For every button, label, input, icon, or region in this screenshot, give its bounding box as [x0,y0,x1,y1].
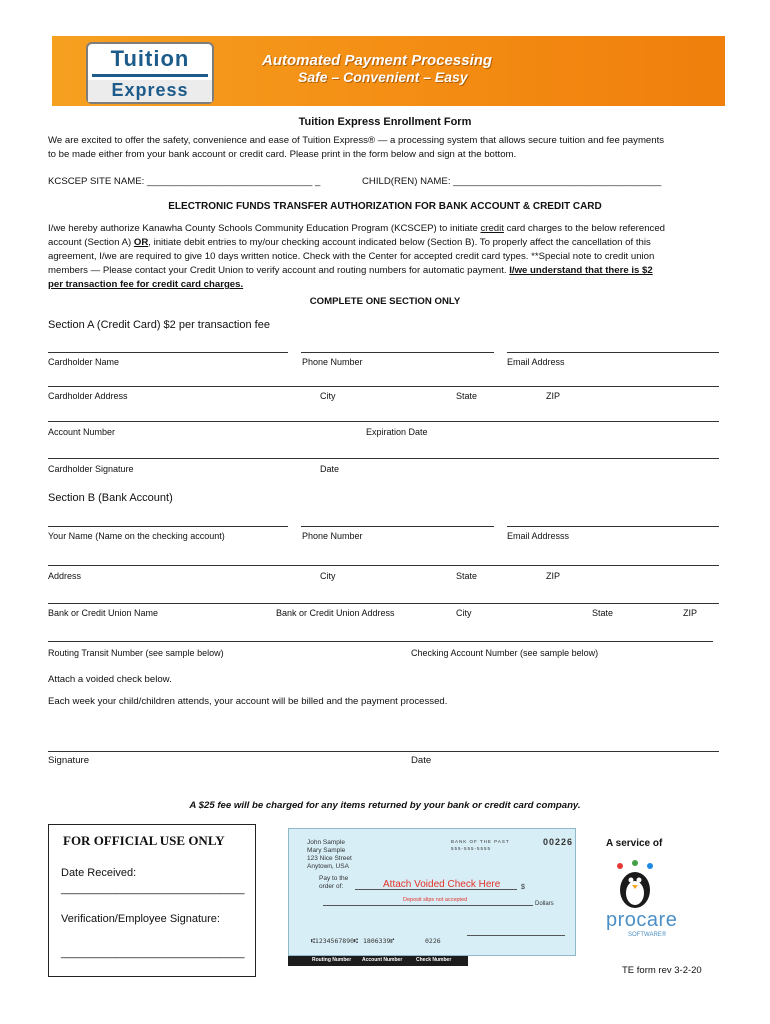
label-cardholder-name: Cardholder Name [48,357,120,367]
check-dollar-sign: $ [521,884,525,891]
auth-fee-note: I/we understand that there is $2 [509,265,653,276]
auth-line-1 [48,222,665,235]
auth-or: OR [133,237,149,248]
address-input[interactable] [48,565,719,566]
label-zip: ZIP [546,571,561,581]
check-micr-account: 1806339⑈ [363,937,395,945]
label-city: City [320,391,336,401]
label-phone: Phone Number [302,357,363,367]
label-city: City [320,571,336,581]
attach-instruction: Attach a voided check below. [48,674,172,685]
label-expiration: Expiration Date [366,427,428,437]
tuition-express-logo [86,42,214,104]
label-your-name: Your Name (Name on the checking account) [48,531,225,541]
procare-software-label: SOFTWARE® [628,932,667,938]
auth-credit: credit [480,223,504,234]
form-title: Tuition Express Enrollment Form [298,116,472,128]
logo-divider [92,74,208,77]
label-verification: Verification/Employee Signature: [61,913,220,925]
cardholder-email-input[interactable] [507,352,719,353]
check-dollars: Dollars [535,901,554,907]
section-b-title: Section B (Bank Account) [48,492,173,504]
account-number-input[interactable] [48,421,719,422]
label-cardholder-address: Cardholder Address [48,391,128,401]
label-email: Email Addresss [507,531,570,541]
auth-text: members — Please contact your Credit Union to verify account and routing numbers for automatic payment. [48,265,510,276]
label-signature: Signature [48,755,90,766]
account-holder-name-input[interactable] [48,526,288,527]
check-attach-text: Attach Voided Check Here [383,879,501,890]
intro-line-2: to be made either from your bank account or credit card. Please print in the form below and sign at the bottom. [48,149,517,160]
check-bank-name: BANK OF THE PAST [451,839,510,844]
label-date-received: Date Received: [61,867,137,879]
official-use-title: FOR OFFICIAL USE ONLY [63,833,225,848]
label-bank-zip: ZIP [683,608,698,618]
banner-tagline-2: Safe – Convenient – Easy [298,69,468,85]
bank-email-input[interactable] [507,526,719,527]
label-bank-name: Bank or Credit Union Name [48,608,159,618]
label-state: State [456,391,478,401]
banner-tagline-1: Automated Payment Processing [262,52,493,69]
section-a-title: Section A (Credit Card) $2 per transaction fee [48,319,270,331]
cardholder-address-input[interactable] [48,386,719,387]
label-phone: Phone Number [302,531,363,541]
logo-text-bottom: Express [88,80,212,102]
auth-text: card charges to the below referenced [503,223,665,234]
check-payer-name-2: Mary Sample [307,847,346,854]
check-amount-line [323,905,533,906]
label-bank-state: State [592,608,614,618]
label-account-number: Account Number [48,427,116,437]
auth-line-2 [48,236,651,249]
check-order-of: order of: [319,883,344,890]
check-number: 00226 [543,837,574,847]
check-pay-to: Pay to the [319,875,349,882]
returned-items-fee-notice: A $25 fee will be charged for any items returned by your bank or credit card company. [189,800,581,811]
label-checking: Checking Account Number (see sample below) [411,648,599,658]
label-state: State [456,571,478,581]
intro-line-1: We are excited to offer the safety, convenience and ease of Tuition Express® — a processing system that allows secure tuition and fee payments [48,135,665,146]
verification-signature-input[interactable]: ______________________________ [61,947,245,959]
cardholder-signature-input[interactable] [48,458,719,459]
billing-note: Each week your child/children attends, your account will be billed and the payment processed. [48,696,448,707]
form-revision: TE form rev 3-2-20 [622,965,702,976]
eft-title: ELECTRONIC FUNDS TRANSFER AUTHORIZATION FOR BANK ACCOUNT & CREDIT CARD [168,201,602,212]
auth-line-4 [48,264,653,277]
procare-penguin-logo [612,860,658,910]
date-received-input[interactable]: ______________________________ [61,883,245,895]
children-name-field[interactable]: CHILD(REN) NAME: _______________________________________ [362,176,662,187]
label-date: Date [411,755,432,766]
check-signature-line [467,935,565,936]
check-deposit-note: Deposit slips not accepted [403,897,468,903]
complete-one-section: COMPLETE ONE SECTION ONLY [309,296,461,307]
label-email: Email Address [507,357,565,367]
official-use-box [48,824,256,977]
check-micr-routing: ⑆1234567890⑆ [311,937,358,945]
auth-text: , initiate debit entries to my/our checking account indicated below (Section B). To properly affect the cancellation of this [148,237,651,248]
check-micr-number: 0226 [425,937,441,945]
check-payer-city: Anytown, USA [307,863,349,870]
cardholder-name-input[interactable] [48,352,288,353]
auth-line-5 [48,278,243,291]
check-bank-phone: 555-555-5555 [451,846,492,851]
label-bank-address: Bank or Credit Union Address [276,608,395,618]
auth-fee-note-end: per transaction fee for credit card charges. [48,279,244,290]
label-zip: ZIP [546,391,561,401]
label-address: Address [48,571,82,581]
auth-line-3: agreement, I/we are required to give 10 days written notice. Check with the Center for accepted credit card types. **Special note to credit union [48,251,655,262]
procare-brand: procare [606,909,678,931]
site-name-field[interactable]: KCSCEP SITE NAME: _______________________________ _ [48,176,321,187]
auth-text: account (Section A) [48,237,134,248]
bank-info-input[interactable] [48,603,719,604]
routing-account-input[interactable] [48,641,713,642]
label-routing: Routing Transit Number (see sample below) [48,648,224,658]
sample-check-image [288,828,576,956]
service-of-label: A service of [606,838,663,849]
check-routing-label: Routing Number [312,957,352,963]
check-payer-name-1: John Sample [307,839,345,846]
label-cardholder-signature: Cardholder Signature [48,464,134,474]
check-account-label: Account Number [362,957,403,963]
check-payer-street: 123 Nice Street [307,855,352,862]
check-number-label: Check Number [416,957,452,963]
cardholder-phone-input[interactable] [301,352,494,353]
logo-text-top: Tuition [110,46,190,71]
bank-phone-input[interactable] [301,526,494,527]
auth-text: I/we hereby authorize Kanawha County Schools Community Education Program (KCSCEP) to initiate [48,223,481,234]
label-date: Date [320,464,340,474]
label-bank-city: City [456,608,472,618]
signature-input[interactable] [48,751,719,752]
